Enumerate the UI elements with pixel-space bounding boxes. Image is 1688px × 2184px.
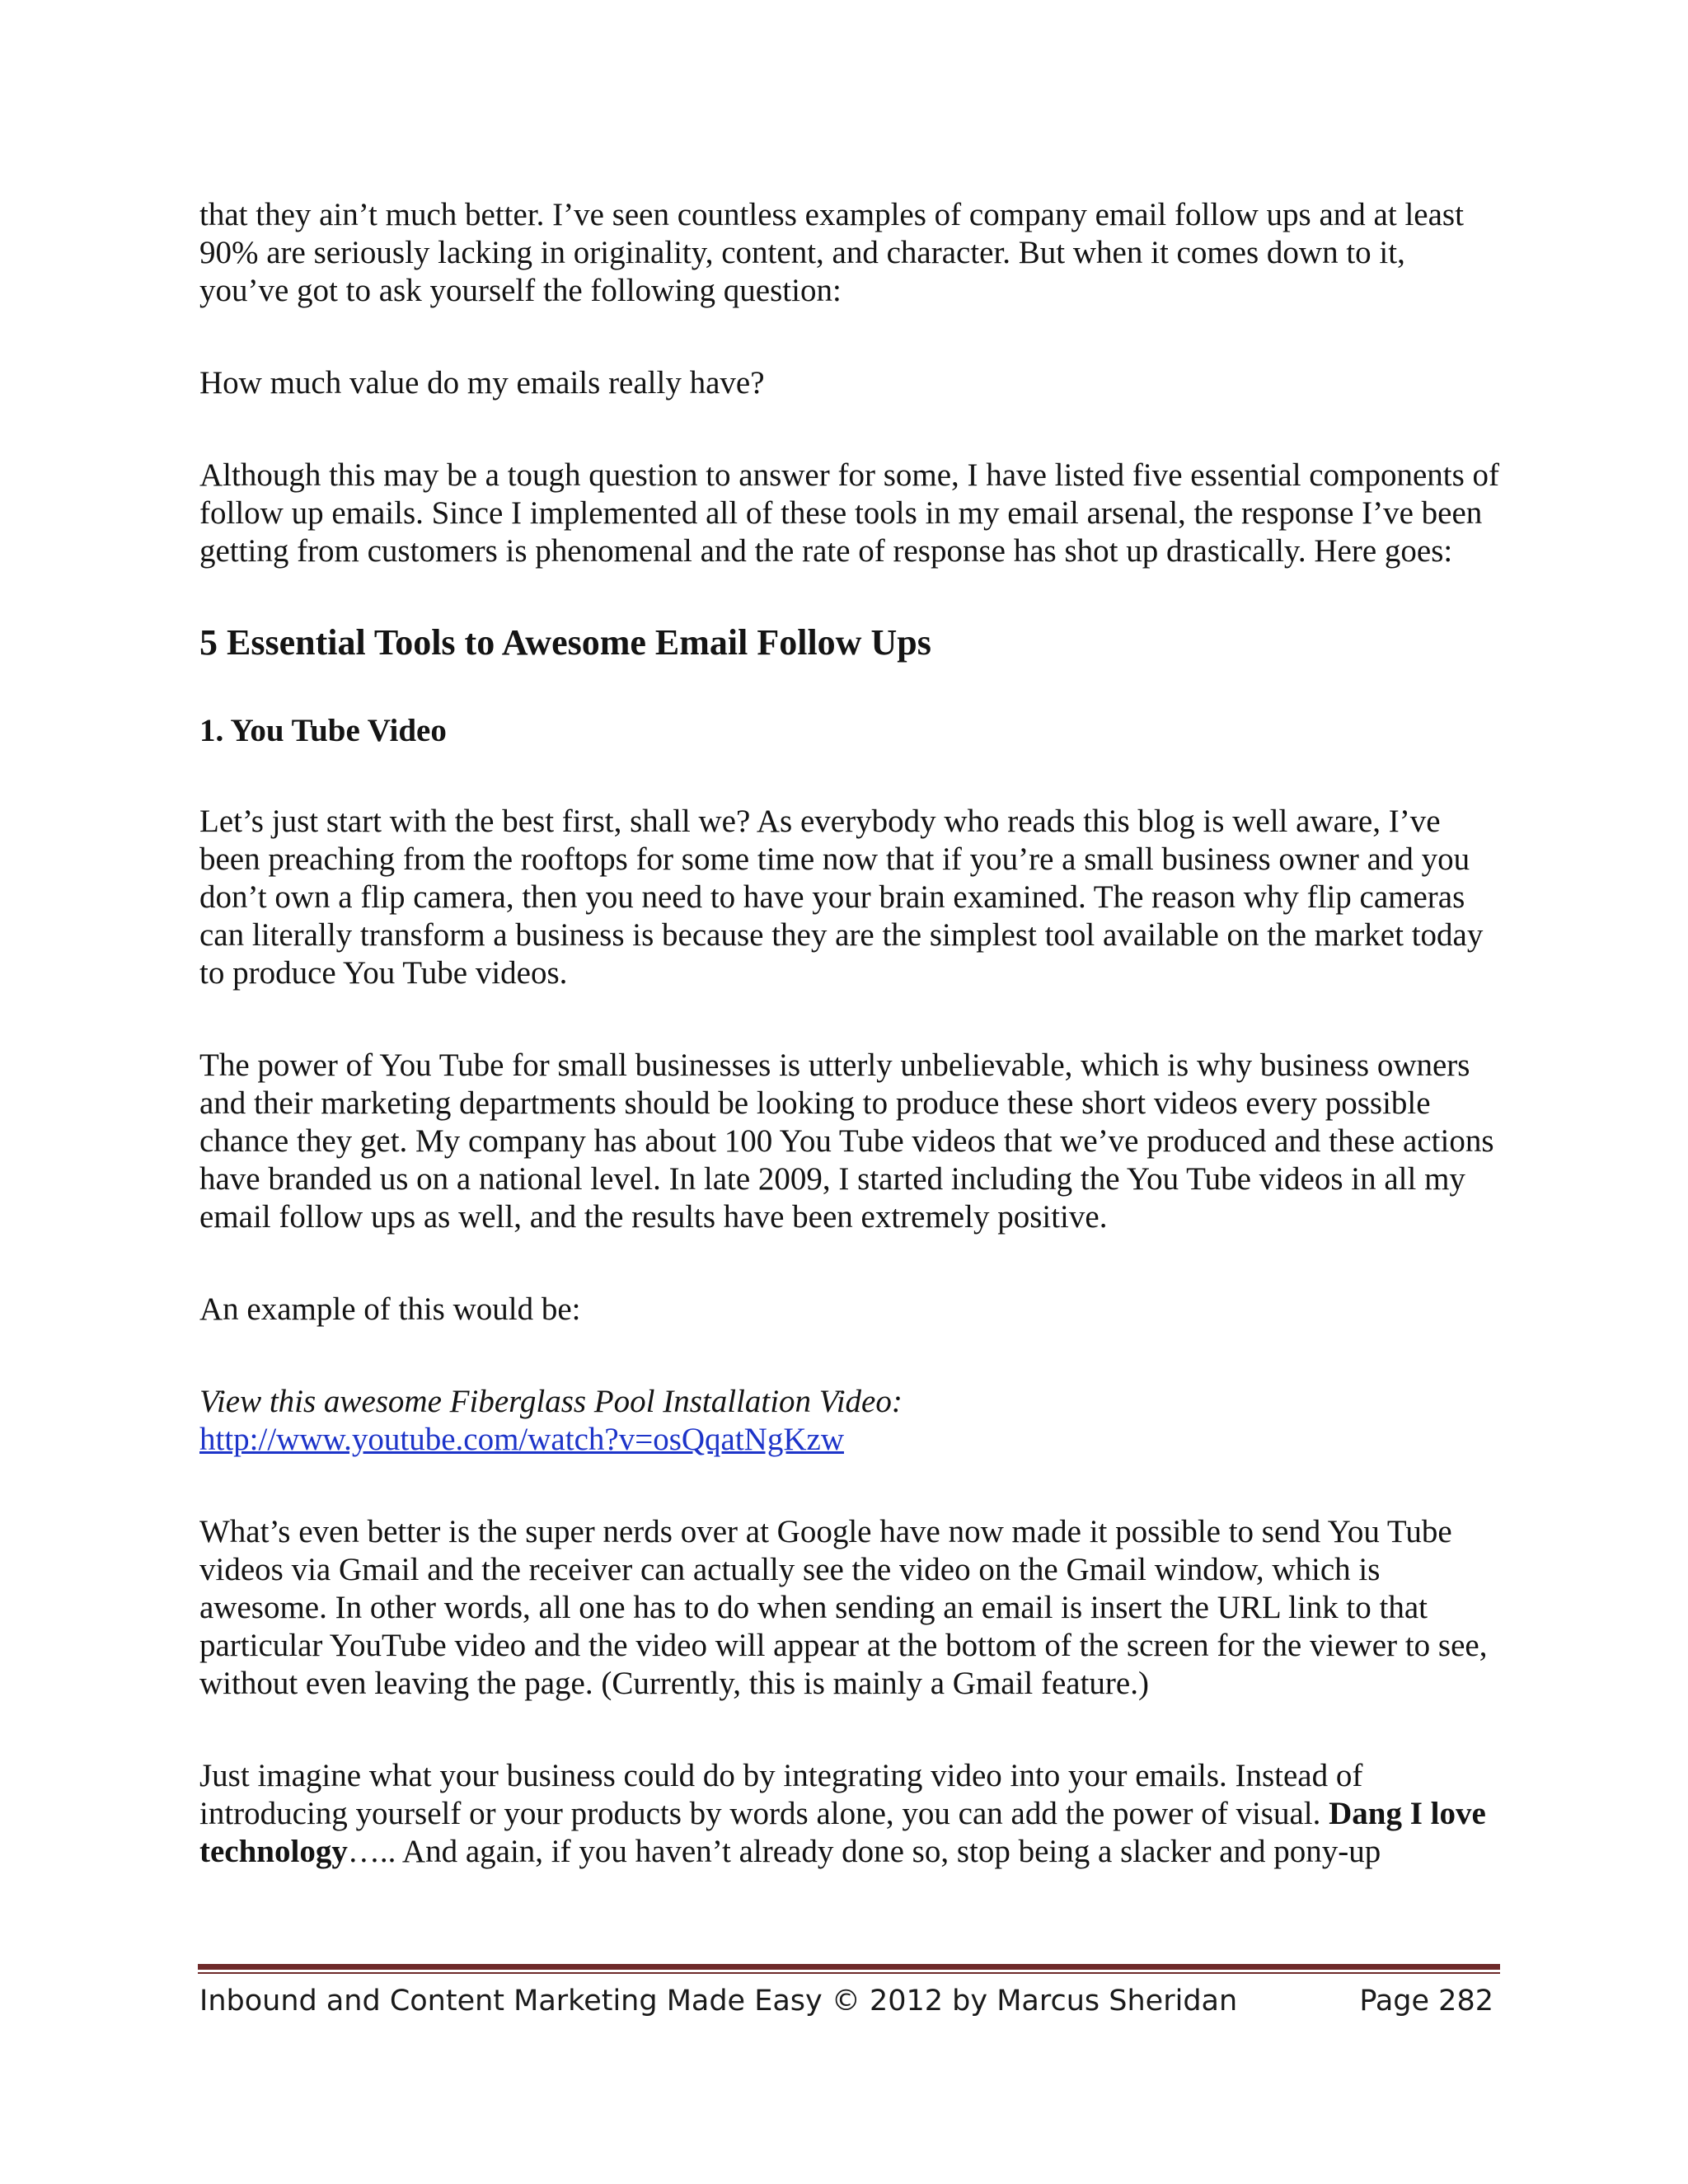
footer-page-number: Page 282 (1359, 1985, 1493, 2018)
footer-rule-thin (198, 1972, 1500, 1974)
youtube-link[interactable]: http://www.youtube.com/watch?v=osQqatNgKzw (199, 1422, 844, 1457)
body-paragraph-6: An example of this would be: (199, 1291, 581, 1327)
body-paragraph-8-start: Just imagine what your business could do by integrating video into your emails. Instead of introducing yourself or your products by words alone, you can add the power of visual. (199, 1758, 1363, 1831)
subsection-heading: 1. You Tube Video (199, 713, 447, 748)
body-paragraph-5: The power of You Tube for small businesses is utterly unbelievable, which is why business owners and their marketing departments should be looking to produce these short videos every possible chance they get. My company has about 100 You Tube videos that we’ve produced and these actions have branded us on a national level. In late 2009, I started including the You Tube videos in all my email follow ups as well, and the results have been extremely positive. (199, 1047, 1494, 1235)
body-paragraph-4: Let’s just start with the best first, shall we? As everybody who reads this blog is well aware, I’ve been preaching from the rooftops for some time now that if you’re a small business owner and you don’t own a flip camera, then you need to have your brain examined. The reason why flip cameras can literally transform a business is because they are the simplest tool available on the market today to produce You Tube videos. (199, 804, 1484, 991)
body-paragraph-2: How much value do my emails really have? (199, 365, 765, 401)
body-paragraph-7: What’s even better is the super nerds over at Google have now made it possible to send You Tube videos via Gmail and the receiver can actually see the video on the Gmail window, which is awesome. In other words, all one has to do when sending an email is insert the URL link to that particular YouTube video and the video will appear at the bottom of the screen for the viewer to see, without even leaving the page. (Currently, this is mainly a Gmail feature.) (199, 1514, 1488, 1701)
example-block (199, 1383, 1502, 1459)
body-paragraph-8 (199, 1757, 1502, 1871)
footer-book-title: Inbound and Content Marketing Made Easy © 2012 by Marcus Sheridan (199, 1985, 1238, 2018)
body-paragraph-8-bold: Dang I love technology (199, 1796, 1486, 1869)
example-caption: View this awesome Fiberglass Pool Installation Video: (199, 1384, 903, 1419)
section-heading: 5 Essential Tools to Awesome Email Follow Ups (199, 622, 931, 663)
body-paragraph-1: that they ain’t much better. I’ve seen countless examples of company email follow ups and at least 90% are seriously lacking in originality, content, and character. But when it comes down to it, you’ve got to ask yourself the following question: (199, 197, 1464, 308)
body-paragraph-3: Although this may be a tough question to answer for some, I have listed five essential components of follow up emails. Since I implemented all of these tools in my email arsenal, the response I’ve been getting from customers is phenomenal and the rate of response has shot up drastically. Here goes: (199, 457, 1500, 569)
footer-rule-thick (198, 1964, 1500, 1970)
body-paragraph-8-end: ….. And again, if you haven’t already done so, stop being a slacker and pony-up (347, 1834, 1381, 1869)
page-body (199, 196, 1502, 1871)
